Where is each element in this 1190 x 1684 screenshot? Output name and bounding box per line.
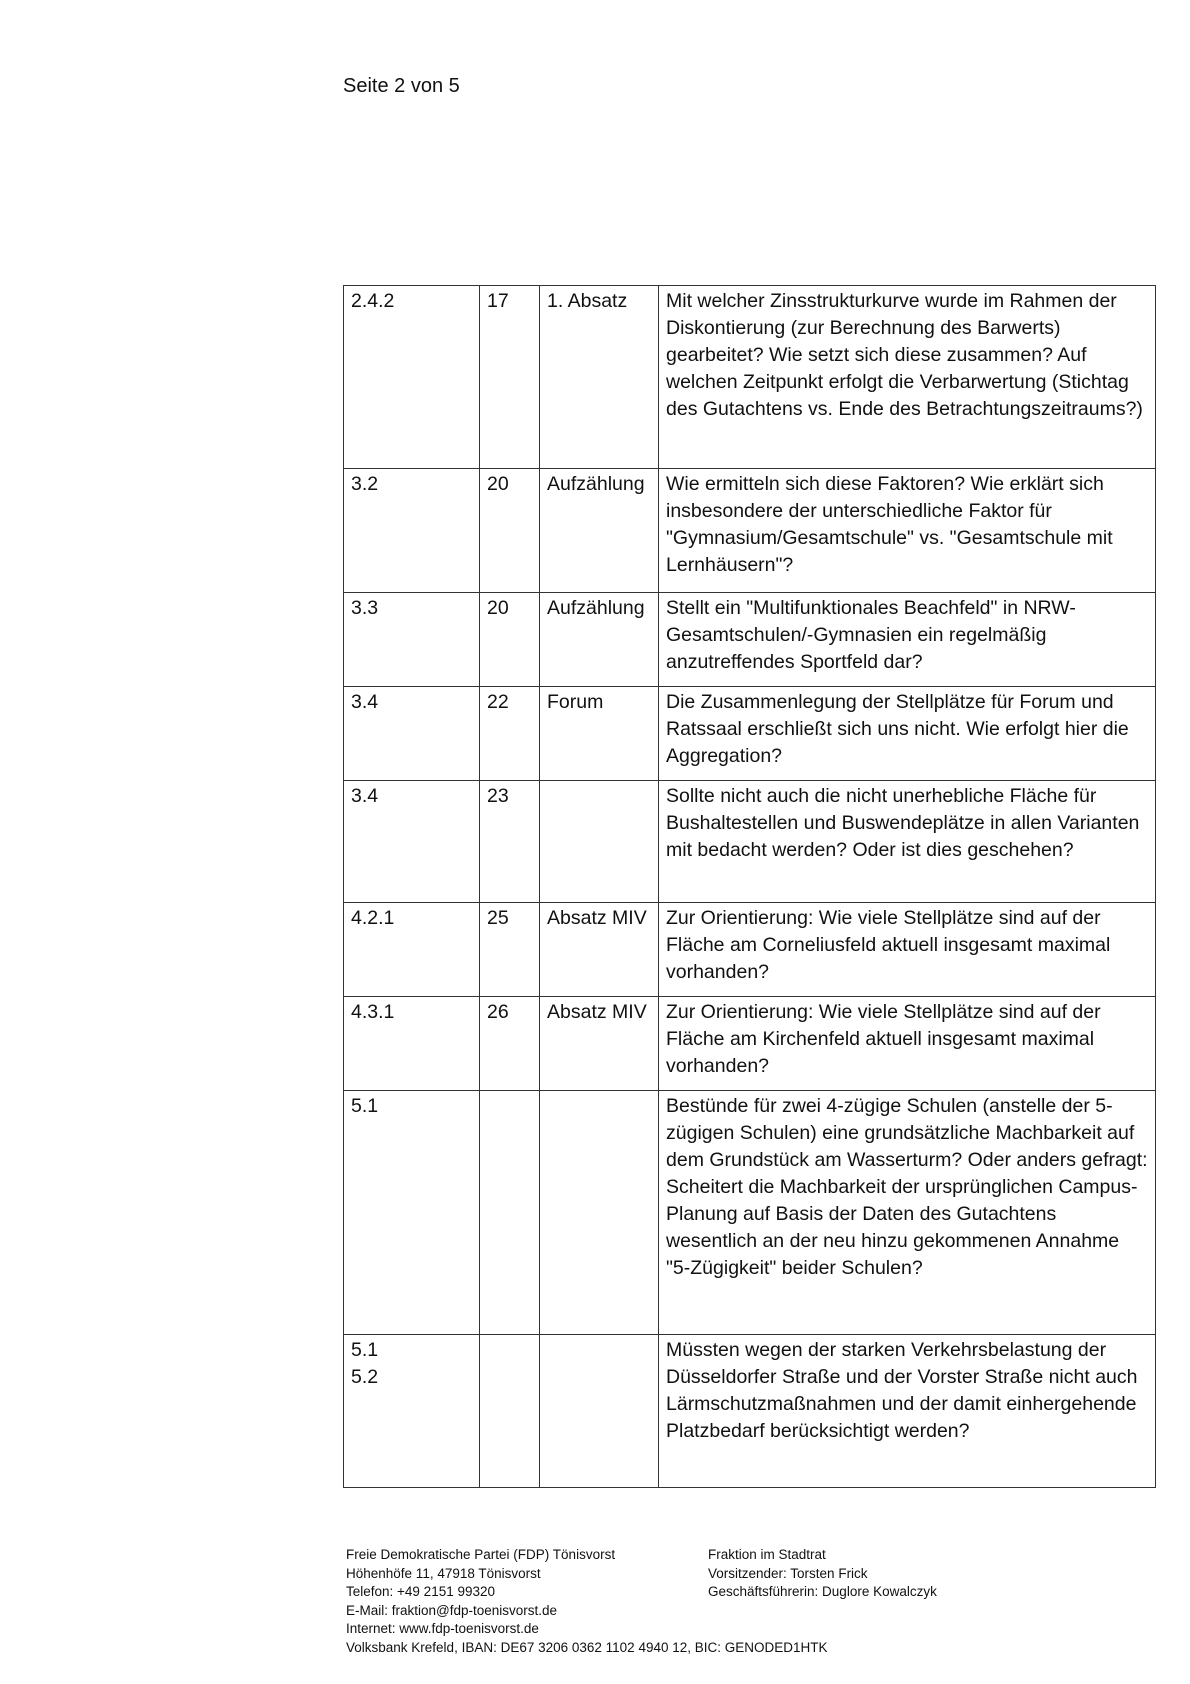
- reference-cell: [540, 1091, 659, 1335]
- reference-cell: 1. Absatz: [540, 286, 659, 469]
- footer-faction: Fraktion im Stadtrat: [708, 1547, 826, 1562]
- section-cell: 3.4: [344, 687, 480, 781]
- table-row: [344, 1091, 1156, 1335]
- reference-cell: [540, 1335, 659, 1488]
- footer-address: Höhenhöfe 11, 47918 Tönisvorst: [346, 1565, 541, 1581]
- page-number: Seite 2 von 5: [343, 75, 460, 97]
- footer-manager: Geschäftsführerin: Duglore Kowalczyk: [708, 1584, 937, 1599]
- reference-cell: [540, 781, 659, 903]
- table-row: [344, 469, 1156, 593]
- page-cell: 17: [480, 286, 540, 469]
- table-row: [344, 903, 1156, 997]
- reference-cell: Absatz MIV: [540, 997, 659, 1091]
- page-cell: [480, 1335, 540, 1488]
- table-row: [344, 687, 1156, 781]
- question-cell: Zur Orientierung: Wie viele Stellplätze sind auf der Fläche am Corneliusfeld aktuell insgesamt maximal vorhanden?: [659, 903, 1156, 997]
- section-line: 5.1: [351, 1339, 379, 1361]
- page-cell: 25: [480, 903, 540, 997]
- section-cell: 3.3: [344, 593, 480, 687]
- section-line: 5.2: [351, 1366, 379, 1388]
- table-row: [344, 593, 1156, 687]
- page-cell: 23: [480, 781, 540, 903]
- section-cell: 4.3.1: [344, 997, 480, 1091]
- footer-bank: Volksbank Krefeld, IBAN: DE67 3206 0362 1102 4940 12, BIC: GENODED1HTK: [346, 1639, 828, 1655]
- reference-cell: Absatz MIV: [540, 903, 659, 997]
- reference-cell: Aufzählung: [540, 469, 659, 593]
- page-cell: 26: [480, 997, 540, 1091]
- section-cell: [344, 1335, 480, 1488]
- question-cell: Mit welcher Zinsstrukturkurve wurde im Rahmen der Diskontierung (zur Berechnung des Barwerts) gearbeitet? Wie setzt sich diese zusammen? Auf welchen Zeitpunkt erfolgt die Verbarwertung (Stichtag des Gutachtens vs. Ende des Betrachtungszeitraums?): [659, 286, 1156, 469]
- question-cell: Zur Orientierung: Wie viele Stellplätze sind auf der Fläche am Kirchenfeld aktuell insgesamt maximal vorhanden?: [659, 997, 1156, 1091]
- questions-table: [343, 285, 1156, 1488]
- footer-party-name: Freie Demokratische Partei (FDP) Tönisvorst: [346, 1547, 616, 1562]
- question-cell: Stellt ein "Multifunktionales Beachfeld" in NRW-Gesamtschulen/-Gymnasien ein regelmäßig anzutreffendes Sportfeld dar?: [659, 593, 1156, 687]
- reference-cell: Aufzählung: [540, 593, 659, 687]
- question-cell: Wie ermitteln sich diese Faktoren? Wie erklärt sich insbesondere der unterschiedliche Faktor für "Gymnasium/Gesamtschule" vs. "Gesamtschule mit Lernhäusern"?: [659, 469, 1156, 593]
- page-cell: 20: [480, 593, 540, 687]
- page-cell: 20: [480, 469, 540, 593]
- footer-faction-info: [708, 1546, 937, 1602]
- table-row: [344, 1335, 1156, 1488]
- section-cell: 4.2.1: [344, 903, 480, 997]
- table-row: [344, 781, 1156, 903]
- page-cell: [480, 1091, 540, 1335]
- footer-email: E-Mail: fraktion@fdp-toenisvorst.de: [346, 1602, 558, 1618]
- footer-phone: Telefon: +49 2151 99320: [346, 1584, 496, 1599]
- question-cell: Müssten wegen der starken Verkehrsbelastung der Düsseldorfer Straße und der Vorster Straße nicht auch Lärmschutzmaßnahmen und der damit einhergehende Platzbedarf berücksichtigt werden?: [659, 1335, 1156, 1488]
- question-cell: Die Zusammenlegung der Stellplätze für Forum und Ratssaal erschließt sich uns nicht. Wie erfolgt hier die Aggregation?: [659, 687, 1156, 781]
- footer-website: Internet: www.fdp-toenisvorst.de: [346, 1621, 539, 1636]
- reference-cell: Forum: [540, 687, 659, 781]
- table-row: [344, 997, 1156, 1091]
- page-cell: 22: [480, 687, 540, 781]
- section-cell: 3.2: [344, 469, 480, 593]
- section-cell: 5.1: [344, 1091, 480, 1335]
- section-cell: 3.4: [344, 781, 480, 903]
- footer-chair: Vorsitzender: Torsten Frick: [708, 1565, 868, 1581]
- question-cell: Sollte nicht auch die nicht unerhebliche Fläche für Bushaltestellen und Buswendeplätze in allen Varianten mit bedacht werden? Oder ist dies geschehen?: [659, 781, 1156, 903]
- question-cell: Bestünde für zwei 4-zügige Schulen (anstelle der 5-zügigen Schulen) eine grundsätzliche Machbarkeit auf dem Grundstück am Wasserturm? Oder anders gefragt: Scheitert die Machbarkeit der ursprünglichen Campus-Planung auf Basis der Daten des Gutachtens wesentlich an der neu hinzu gekommenen Annahme "5-Zügigkeit" beider Schulen?: [659, 1091, 1156, 1335]
- section-cell: 2.4.2: [344, 286, 480, 469]
- table-row: [344, 286, 1156, 469]
